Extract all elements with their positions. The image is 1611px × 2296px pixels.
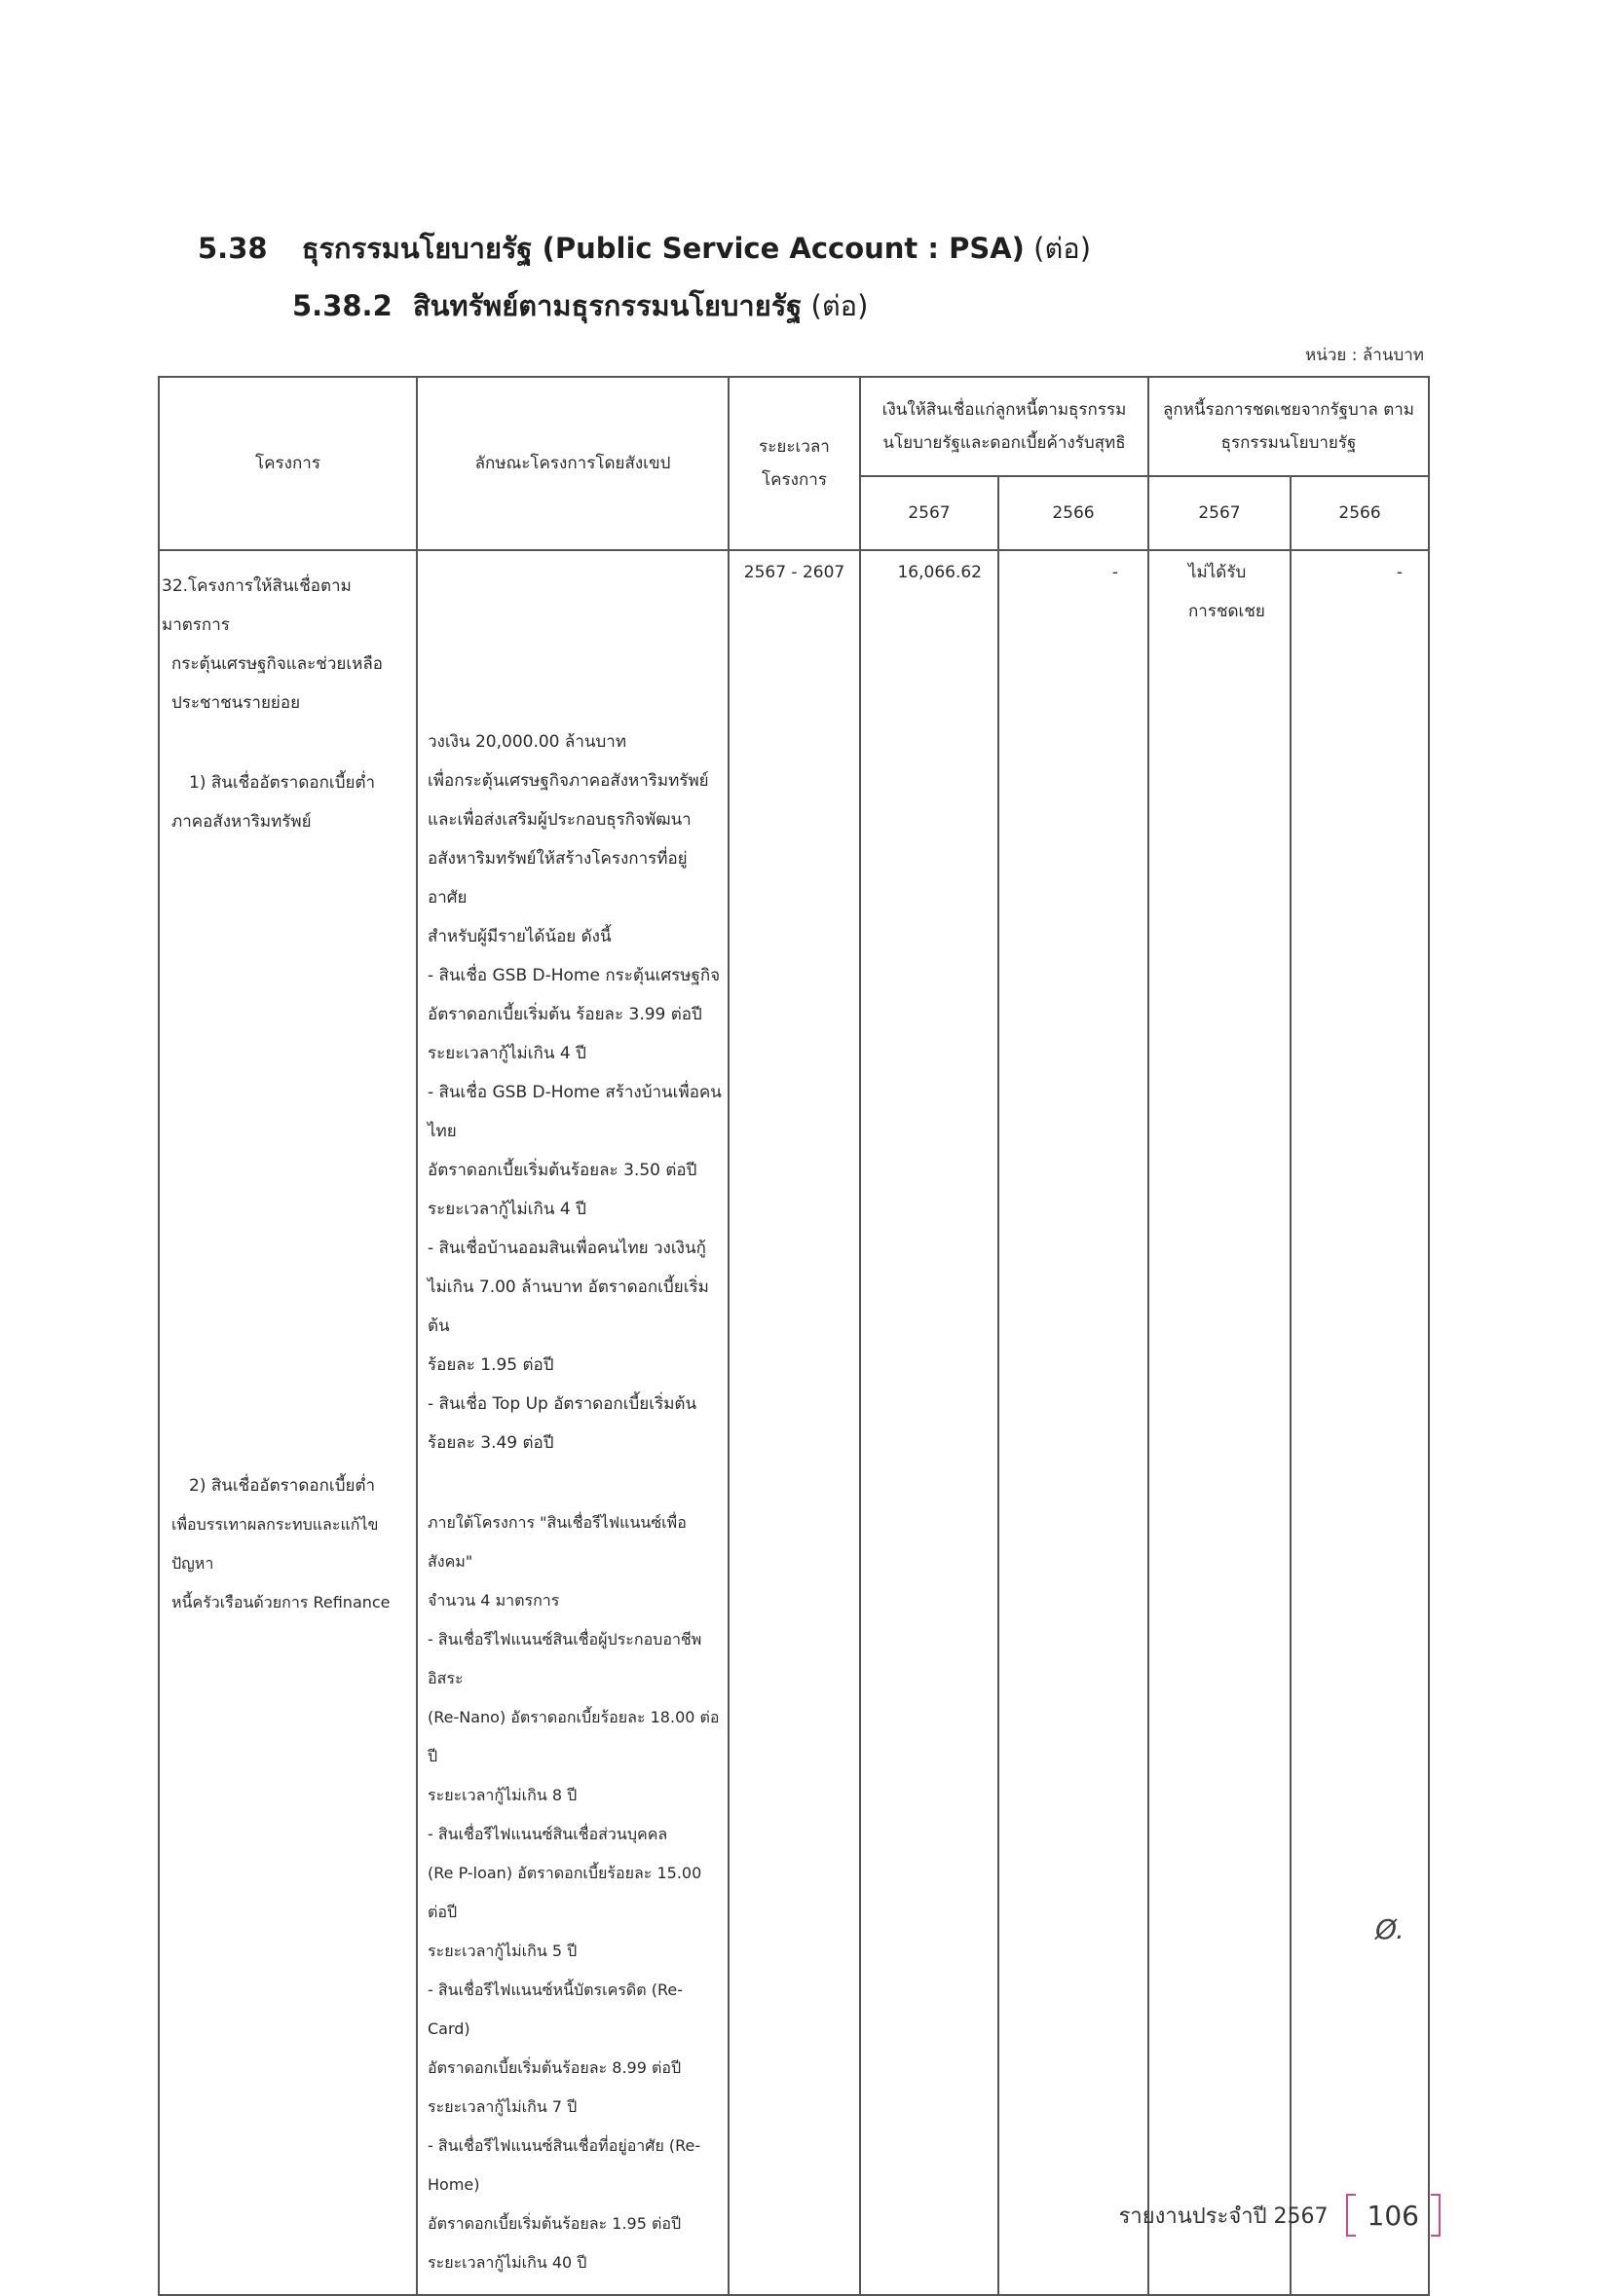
subsection-number: 5.38.2	[292, 289, 393, 322]
right-bracket	[1431, 2194, 1441, 2237]
summary-1: วงเงิน 20,000.00 ล้านบาท เพื่อกระตุ้นเศรษฐกิจภาคอสังหาริมทรัพย์ และเพื่อส่งเสริมผู้ประกอบธุรกิจพัฒนา อสังหาริมทรัพย์ให้สร้างโครงการที่อยู่อาศัย สำหรับผู้มีรายได้น้อย ดังนี้ - สินเชื่อ GSB D-Home กระตุ้นเศรษฐกิจ อัตราดอกเบี้ยเริ่มต้น ร้อยละ 3.99 ต่อปี ระยะเวลากู้ไม่เกิน 4 ปี - สินเชื่อ GSB D-Home สร้างบ้านเพื่อคนไทย อัตราดอกเบี้ยเริ่มต้นร้อยละ 3.50 ต่อปี ระยะเวลากู้ไม่เกิน 4 ปี - สินเชื่อบ้านออมสินเพื่อคนไทย วงเงินกู้ ไม่เกิน 7.00 ล้านบาท อัตราดอกเบี้ยเริ่มต้น ร้อยละ 1.95 ต่อปี - สินเชื่อ Top Up อัตราดอกเบี้ยเริ่มต้น ร้อยละ 3.49 ต่อปี	[428, 732, 722, 1453]
section-continued: (ต่อ)	[1033, 232, 1092, 265]
page-number: 106	[1367, 2199, 1419, 2232]
section-heading	[198, 226, 1091, 271]
header-summary: ลักษณะโครงการโดยสังเขป	[417, 377, 729, 550]
loans-2567-value: 16,066.62	[897, 563, 982, 582]
recv-2567-cell	[1148, 550, 1291, 2295]
period-value: 2567 - 2607	[743, 563, 845, 582]
initials-signature: Ø.	[1375, 1913, 1405, 1945]
project-name: 32.โครงการให้สินเชื่อตามมาตรการ กระตุ้นเศรษฐกิจและช่วยเหลือ ประชาชนรายย่อย	[162, 576, 383, 713]
header-receivable: ลูกหนี้รอการชดเชยจากรัฐบาล ตามธุรกรรมนโยบายรัฐ	[1148, 377, 1429, 476]
summary-2: ภายใต้โครงการ "สินเชื่อรีไฟแนนซ์เพื่อสังคม" จำนวน 4 มาตรการ - สินเชื่อรีไฟแนนซ์สินเชื่อผู้ประกอบอาชีพอิสระ (Re-Nano) อัตราดอกเบี้ยร้อยละ 18.00 ต่อปี ระยะเวลากู้ไม่เกิน 8 ปี - สินเชื่อรีไฟแนนซ์สินเชื่อส่วนบุคคล (Re P-loan) อัตราดอกเบี้ยร้อยละ 15.00 ต่อปี ระยะเวลากู้ไม่เกิน 5 ปี - สินเชื่อรีไฟแนนซ์หนี้บัตรเครดิต (Re-Card) อัตราดอกเบี้ยเริ่มต้นร้อยละ 8.99 ต่อปี ระยะเวลากู้ไม่เกิน 7 ปี - สินเชื่อรีไฟแนนซ์สินเชื่อที่อยู่อาศัย (Re-Home) อัตราดอกเบี้ยเริ่มต้นร้อยละ 1.95 ต่อปี ระยะเวลากู้ไม่เกิน 40 ปี	[428, 1513, 720, 2272]
header-period: ระยะเวลา โครงการ	[729, 377, 860, 550]
header-recv-2566: 2566	[1291, 476, 1429, 550]
subsection-continued: (ต่อ)	[810, 289, 869, 322]
header-loans-2567: 2567	[860, 476, 998, 550]
section-number: 5.38	[198, 232, 268, 265]
header-loans: เงินให้สินเชื่อแก่ลูกหนี้ตามธุรกรรม นโยบายรัฐและดอกเบี้ยค้างรับสุทธิ	[860, 377, 1148, 476]
header-recv-2567: 2567	[1148, 476, 1291, 550]
section-title: ธุรกรรมนโยบายรัฐ (Public Service Account : PSA)	[301, 232, 1025, 265]
header-loans-2566: 2566	[998, 476, 1148, 550]
asset-table	[158, 376, 1430, 2296]
recv-2566-cell	[1291, 550, 1429, 2295]
sub-project-2: 2) สินเชื่ออัตราดอกเบี้ยต่ำ เพื่อบรรเทาผลกระทบและแก้ไขปัญหา หนี้ครัวเรือนด้วยการ Refinance	[171, 1476, 391, 1611]
loans-2567-cell	[860, 550, 998, 2295]
summary-cell	[417, 550, 729, 2295]
left-bracket	[1346, 2194, 1356, 2237]
recv-2567-value: ไม่ได้รับ การชดเชย	[1188, 563, 1265, 621]
subsection-title: สินทรัพย์ตามธุรกรรมนโยบายรัฐ	[412, 289, 803, 322]
unit-label: หน่วย : ล้านบาท	[1305, 346, 1424, 365]
subsection-heading	[292, 283, 868, 328]
recv-2566-value: -	[1396, 563, 1404, 582]
period-cell	[729, 550, 860, 2295]
page-footer	[1119, 2194, 1441, 2237]
header-project: โครงการ	[159, 377, 417, 550]
loans-2566-value: -	[1111, 563, 1118, 582]
table-row	[159, 550, 1429, 2295]
loans-2566-cell	[998, 550, 1148, 2295]
report-title: รายงานประจำปี 2567	[1118, 2203, 1329, 2229]
project-cell	[159, 550, 417, 2295]
sub-project-1: 1) สินเชื่ออัตราดอกเบี้ยต่ำ ภาคอสังหาริมทรัพย์	[171, 773, 376, 832]
